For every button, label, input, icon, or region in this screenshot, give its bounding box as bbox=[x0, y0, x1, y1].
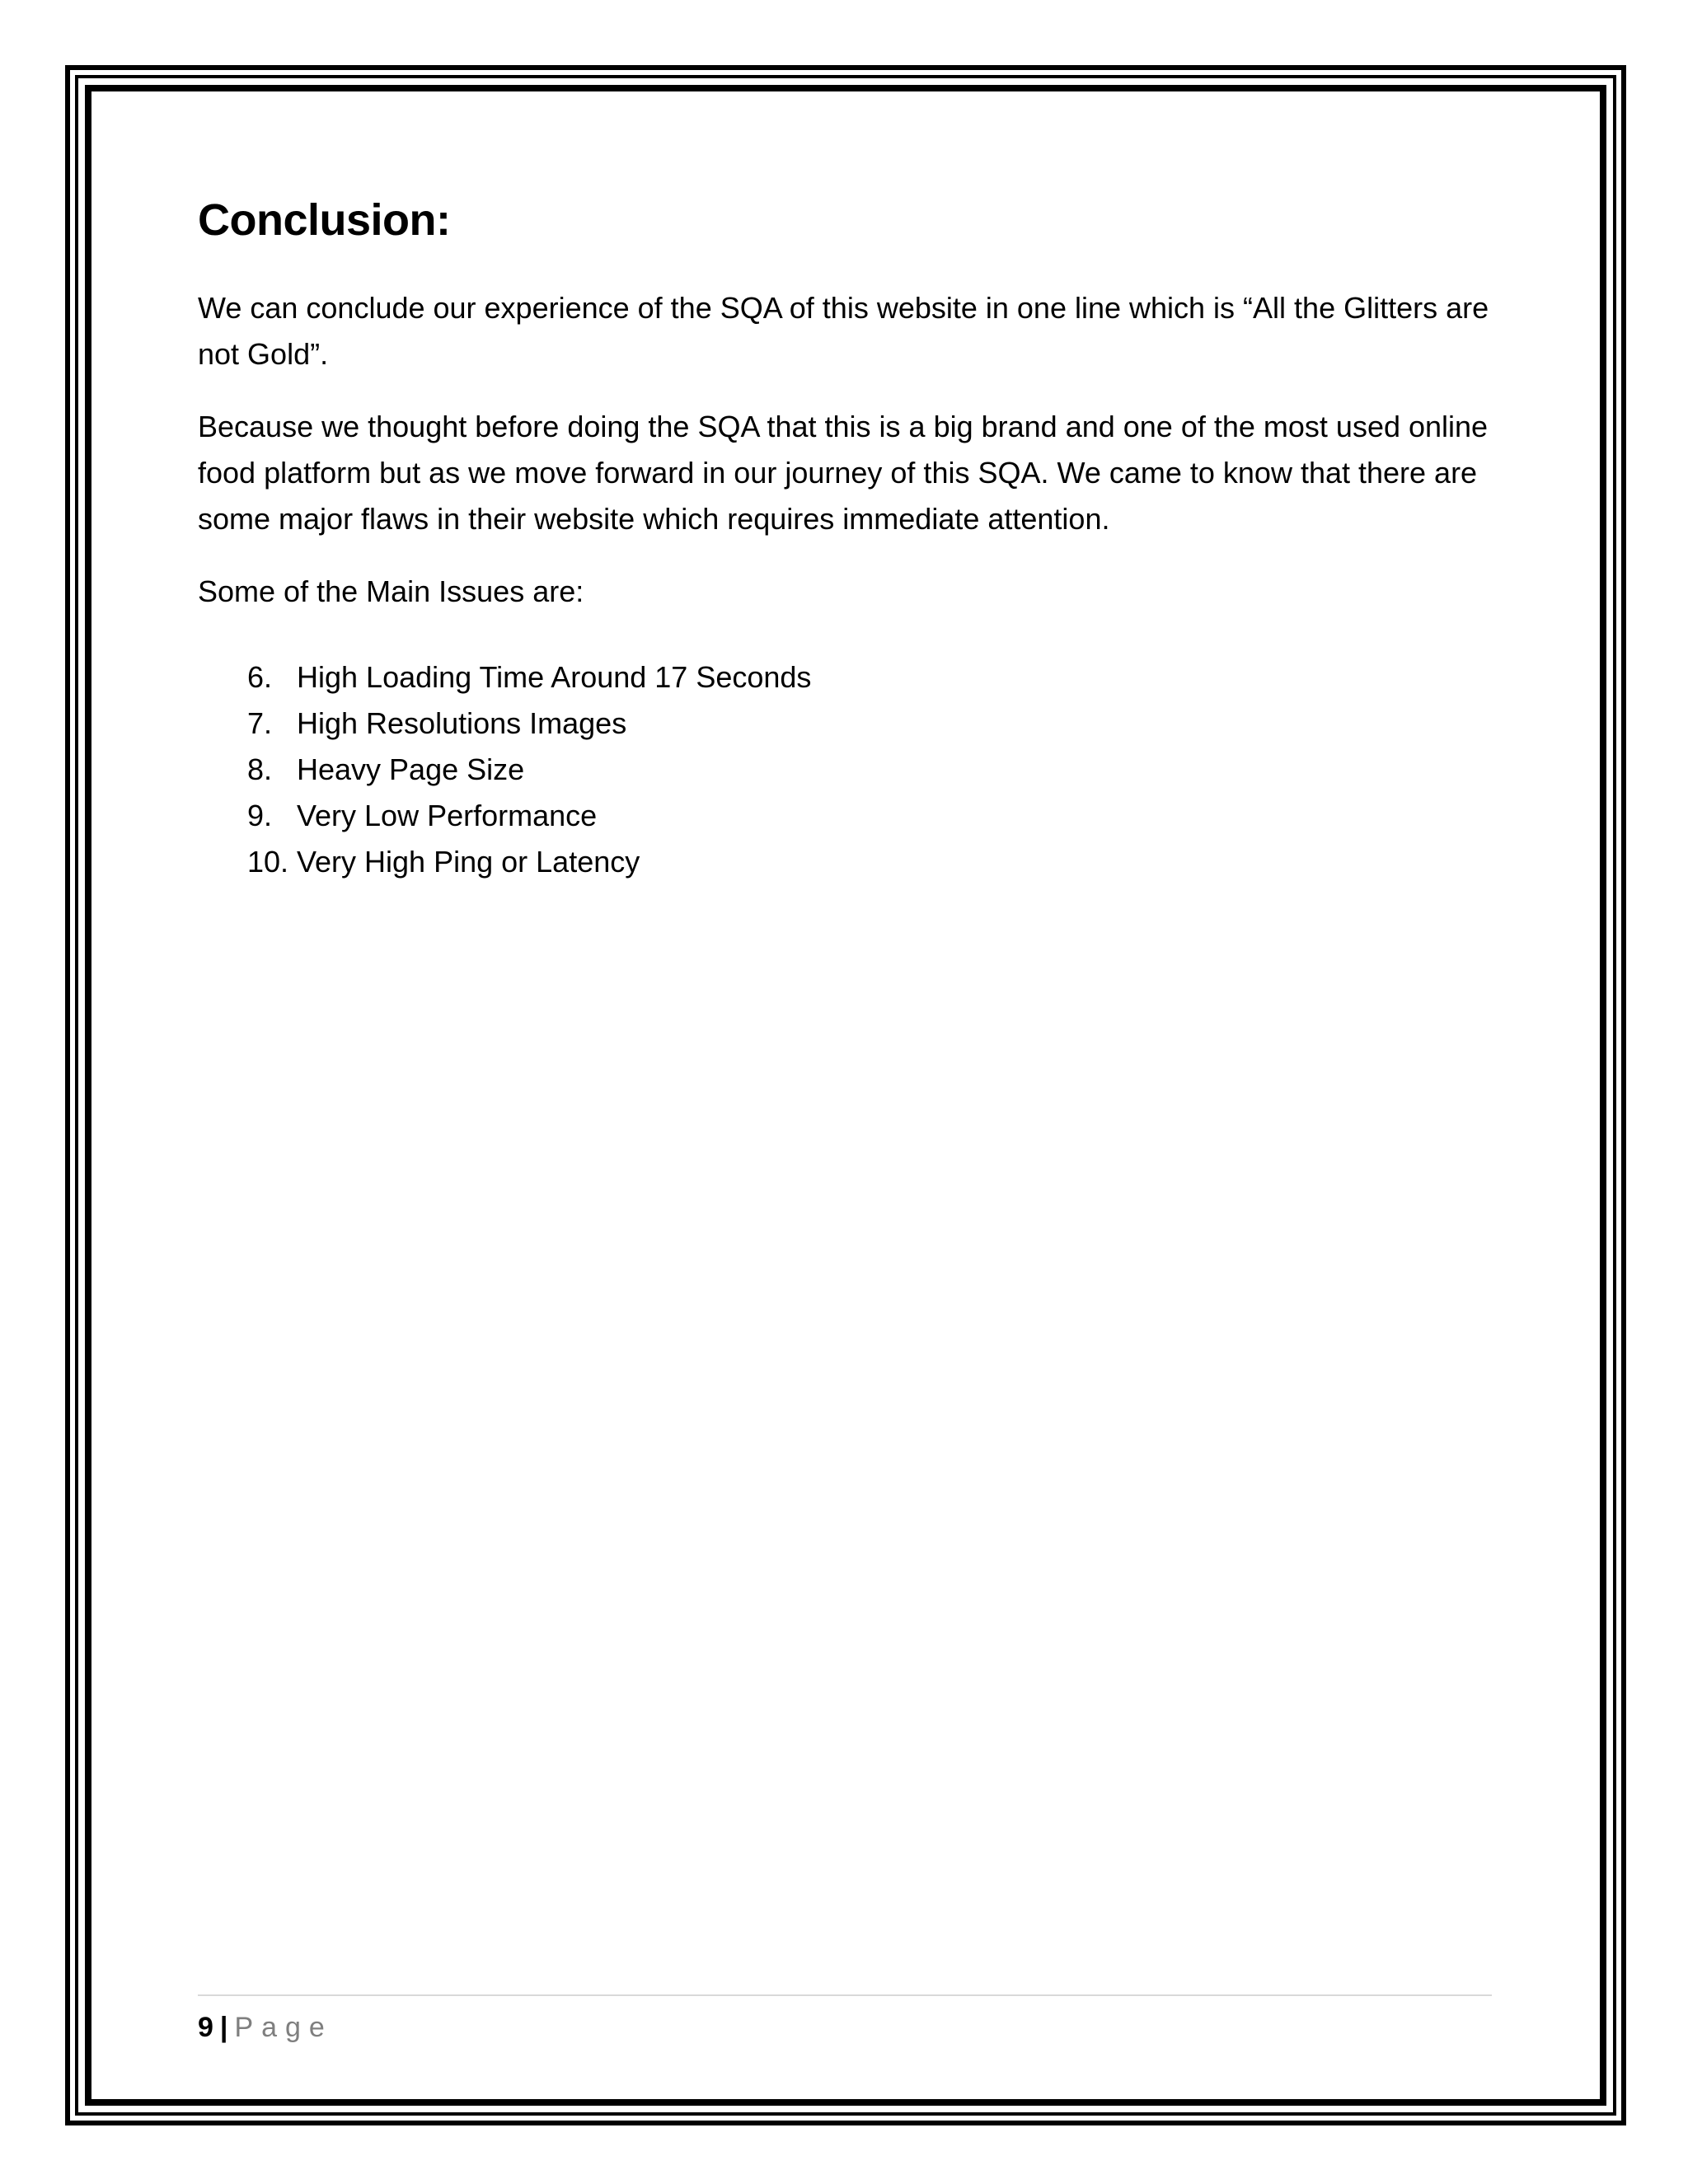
list-item bbox=[247, 839, 1492, 885]
list-item-number: 9. bbox=[247, 799, 273, 832]
paragraph-intro: We can conclude our experience of the SQA of this website in one line which is “All the Glitters are not Gold”. bbox=[198, 291, 1489, 371]
list-item-text: High Loading Time Around 17 Seconds bbox=[297, 660, 812, 694]
list-item-number: 10. bbox=[247, 845, 289, 879]
paragraph-issues-lead: Some of the Main Issues are: bbox=[198, 574, 584, 608]
list-item bbox=[247, 793, 1492, 839]
issues-list bbox=[198, 654, 1492, 885]
list-item-text: Very High Ping or Latency bbox=[297, 845, 640, 879]
page-number-label bbox=[198, 2011, 333, 2044]
paragraph-explanation: Because we thought before doing the SQA that this is a big brand and one of the most used online food platform but as we move forward in our journey of this SQA. We came to know that there are some major flaws in their website which requires immediate attention. bbox=[198, 410, 1489, 536]
list-item-text: Very Low Performance bbox=[297, 799, 598, 832]
list-item bbox=[247, 747, 1492, 793]
footer-separator: | bbox=[219, 2012, 228, 2043]
document-body bbox=[198, 195, 1492, 885]
list-item bbox=[247, 701, 1492, 747]
list-item-number: 7. bbox=[247, 706, 273, 740]
footer-divider bbox=[198, 1994, 1492, 1996]
page-number: 9 bbox=[198, 2012, 213, 2043]
page-word: Page bbox=[234, 2012, 333, 2043]
page-footer bbox=[198, 1994, 1492, 2044]
list-item-number: 6. bbox=[247, 660, 273, 694]
section-heading: Conclusion: bbox=[198, 195, 451, 245]
list-item bbox=[247, 654, 1492, 701]
list-item-text: High Resolutions Images bbox=[297, 706, 627, 740]
list-item-text: Heavy Page Size bbox=[297, 752, 525, 786]
list-item-number: 8. bbox=[247, 752, 273, 786]
